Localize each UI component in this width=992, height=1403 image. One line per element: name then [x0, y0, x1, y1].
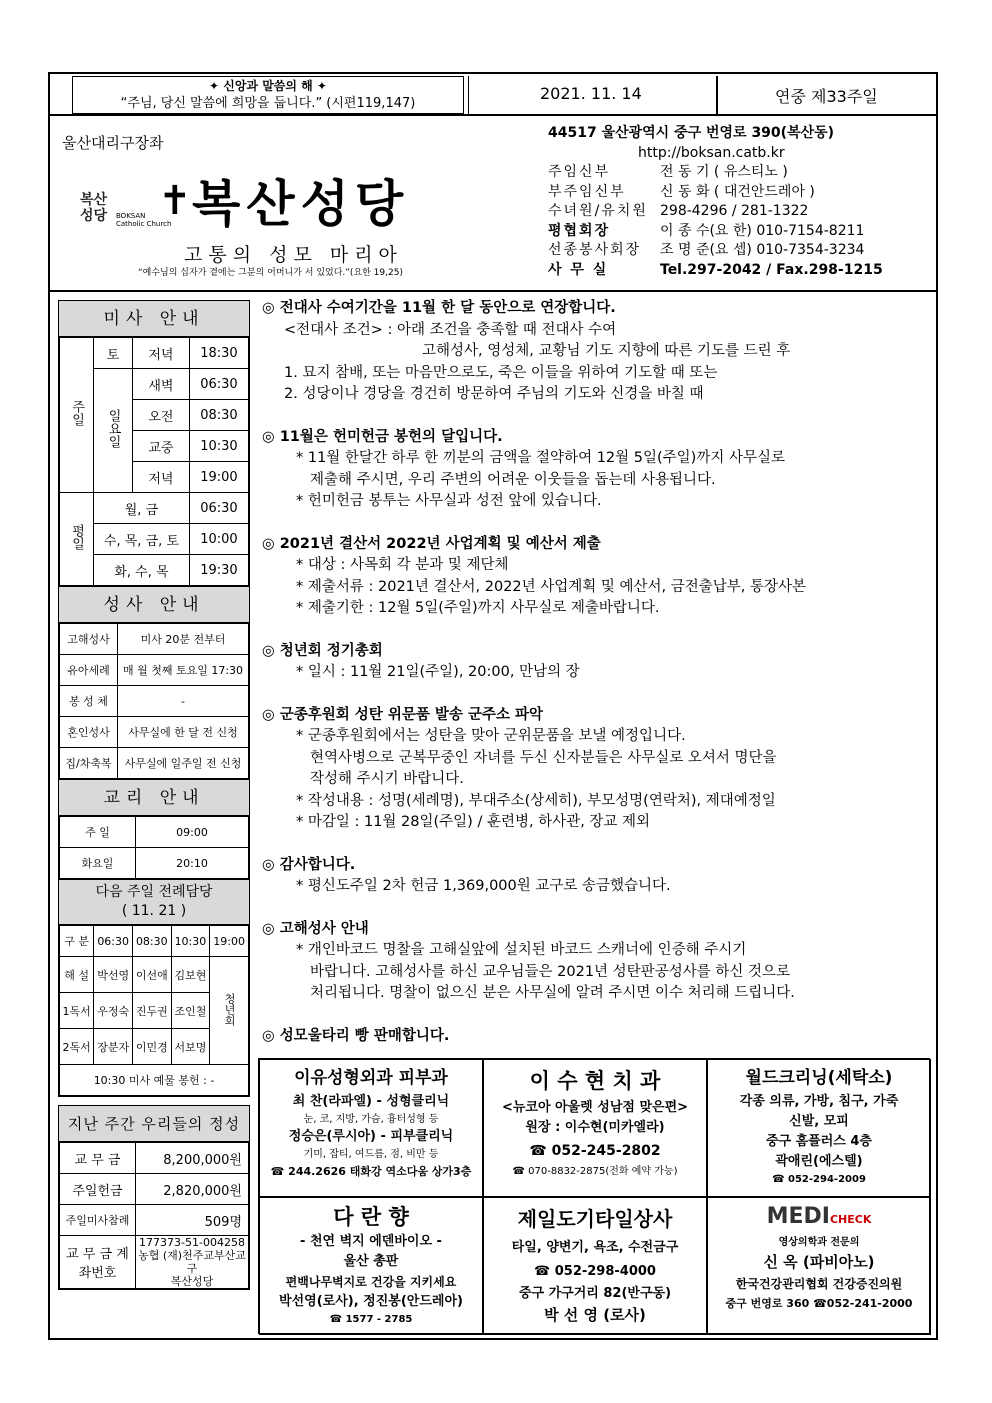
table-row — [60, 1065, 249, 1096]
notice-line: * 군종후원회에서는 성탄을 맞아 군위문품을 보낼 예정입니다. — [296, 728, 686, 744]
logo-text-sub: CHECK — [829, 1213, 872, 1226]
weekday-label — [60, 493, 94, 586]
liturgy-title-block — [59, 880, 249, 925]
mass-name: 교중 — [133, 431, 190, 462]
liturgy-role: 해 설 — [60, 957, 94, 993]
sacrament-value: 사무실에 한 달 전 신청 — [118, 717, 249, 748]
ad-line: 편백나무벽지로 건강을 지키세요 — [285, 1275, 457, 1289]
table-row — [60, 926, 249, 957]
sacrament-key: 혼인성사 — [60, 717, 118, 748]
ad-name: 이유성형외과 피부과 — [294, 1068, 448, 1088]
address-text: 44517 울산광역시 중구 번영로 390(복산동) — [548, 125, 835, 141]
notice-line: 1. 묘지 참배, 또는 마음만으로도, 죽은 이들을 위하여 기도할 때 또는 — [284, 364, 718, 381]
doctrine-table — [59, 816, 249, 879]
notice-item — [262, 855, 930, 898]
table-row — [60, 624, 249, 655]
account-key: 교 무 금 계좌번호 — [60, 1236, 136, 1289]
mass-schedule-table — [59, 337, 249, 586]
info-key: 평협회장 — [548, 222, 611, 239]
ad-line: 박 선 영 (로사) — [544, 1306, 646, 1324]
logo-small-line1: 복산 — [80, 192, 108, 208]
offering-value: 2,820,000원 — [136, 1174, 249, 1205]
ad-line: ☎ 052-245-2802 — [529, 1143, 661, 1159]
logo-eng-line2: Catholic Church — [116, 220, 172, 228]
ad-line: ☎ 052-294-2009 — [772, 1174, 866, 1185]
notice-line: 바랍니다. 고해성사를 하신 교우님들은 2021년 성탄판공성사를 하신 것으로 — [310, 963, 790, 980]
table-row — [60, 817, 249, 848]
sunday-label — [60, 338, 94, 493]
ad-line: 신발, 모피 — [789, 1114, 849, 1129]
diocese-label: 울산대리구장좌 — [62, 134, 164, 152]
mass-name: 저녁 — [133, 462, 190, 493]
ad-line: ☎ 070-8832-2875(전화 예약 가능) — [512, 1166, 678, 1177]
ad-dental — [483, 1059, 707, 1197]
notice-line: 현역사병으로 군복무중인 자녀를 두신 신자분들은 사무실로 오셔서 명단을 — [310, 749, 777, 766]
medicheck-logo — [708, 1202, 930, 1235]
sacrament-key: 유아세례 — [60, 655, 118, 686]
sidebar — [58, 300, 250, 1290]
ad-line: 울산 총판 — [343, 1254, 399, 1269]
mass-time: 19:30 — [189, 555, 248, 586]
ad-line: <뉴코아 아울렛 성남점 맞은편> — [501, 1100, 689, 1115]
notice-item — [262, 298, 930, 406]
ads-grid — [258, 1058, 930, 1334]
slogan-title: ✦ 신앙과 말씀의 해 ✦ — [209, 79, 327, 93]
notice-title: ◎ 성모울타리 빵 판매합니다. — [262, 1027, 450, 1044]
notice-line: 처리됩니다. 명찰이 없으신 분은 사무실에 알려 주시면 이수 처리해 드립니다. — [310, 985, 795, 1001]
account-bank: 농협 (재)천주교부산교구 — [138, 1249, 246, 1275]
doctrine-key: 주 일 — [60, 817, 136, 848]
notice-item — [262, 427, 930, 513]
ad-line: 한국건강관리협회 건강증진의원 — [735, 1277, 903, 1291]
slogan-box — [72, 76, 464, 114]
liturgy-person: 장분자 — [94, 1029, 133, 1065]
ad-name: 다 란 향 — [333, 1205, 409, 1229]
info-row — [548, 261, 928, 281]
doctrine-key: 화요일 — [60, 848, 136, 879]
liturgy-person: 이민경 — [132, 1029, 171, 1065]
notice-line: * 마감일 : 11월 28일(주일) / 훈련병, 하사관, 장교 제외 — [296, 814, 651, 830]
table-row — [60, 1143, 249, 1174]
cross-icon: ✝ — [158, 178, 192, 224]
table-row — [60, 686, 249, 717]
logo-eng-line1: BOKSAN — [116, 212, 146, 220]
offering-key: 주일미사참례 — [60, 1205, 136, 1236]
notice-line: <전대사 조건> : 아래 조건을 충족할 때 전대사 수여 — [284, 321, 617, 338]
ad-line: 원장 : 이수현(미카엘라) — [525, 1120, 665, 1135]
sunday-sub-text: 일요일 — [105, 409, 121, 448]
ad-wallpaper — [259, 1197, 483, 1335]
liturgy-person: 진두권 — [132, 993, 171, 1029]
offering-table — [59, 1142, 249, 1289]
mass-time: 10:00 — [189, 524, 248, 555]
account-value — [136, 1236, 249, 1289]
ad-line: ☎ 052-298-4000 — [534, 1264, 656, 1279]
ad-line: 신 옥 (파비아노) — [763, 1253, 875, 1271]
liturgy-head: 19:00 — [210, 926, 249, 957]
sacrament-value: 사무실에 일주일 전 신청 — [118, 748, 249, 779]
mass-time: 06:30 — [189, 493, 248, 524]
sacrament-value: 매 월 첫째 토요일 17:30 — [118, 655, 249, 686]
offering-value: 509명 — [136, 1205, 249, 1236]
notice-line: 고해성사, 영성체, 교황님 기도 지향에 따른 기도를 드린 후 — [422, 343, 791, 359]
sacrament-value: 미사 20분 전부터 — [118, 624, 249, 655]
mass-time: 10:30 — [189, 431, 248, 462]
doctrine-value: 20:10 — [136, 848, 249, 879]
info-key: 수녀원/유치원 — [548, 203, 648, 219]
notice-title: ◎ 고해성사 안내 — [262, 920, 369, 937]
notice-line: 2. 성당이나 경당을 경건히 방문하여 주님의 기도와 신경을 바칠 때 — [284, 386, 704, 402]
table-row — [60, 338, 249, 369]
info-row — [548, 222, 928, 242]
info-value: 조 명 준(요 셉) 010-7354-3234 — [660, 242, 865, 258]
youth-label: 청년회 — [223, 992, 237, 1026]
ad-medicheck — [707, 1197, 931, 1335]
mass-schedule-title: 미사 안내 — [59, 301, 249, 337]
info-value: Tel.297-2042 / Fax.298-1215 — [660, 261, 883, 278]
liturgy-note: 10:30 미사 예물 봉헌 : - — [60, 1065, 249, 1096]
liturgy-person: 박선영 — [94, 957, 133, 993]
ad-line: 최 찬(라파엘) - 성형클리닉 — [292, 1094, 450, 1109]
sacrament-key: 봉 성 체 — [60, 686, 118, 717]
info-key: 선종봉사회장 — [548, 242, 642, 258]
church-info — [548, 124, 928, 280]
table-row — [60, 1174, 249, 1205]
table-row — [60, 1236, 249, 1289]
ad-line: 타일, 양변기, 욕조, 수전금구 — [511, 1240, 679, 1255]
mass-name: 저녁 — [133, 338, 190, 369]
liturgical-week: 연중 제33주일 — [775, 87, 878, 106]
date-divider — [716, 76, 718, 114]
doctrine-box — [58, 780, 250, 880]
ad-line: 눈, 코, 지방, 가슴, 흉터성형 등 — [303, 1114, 439, 1125]
weekday-label-text: 평일 — [69, 524, 84, 550]
info-value: 이 종 수(요 한) 010-7154-8211 — [660, 222, 865, 239]
info-value: 전 동 기 ( 유스티노 ) — [660, 164, 788, 180]
ad-tile — [483, 1197, 707, 1335]
notice-title: ◎ 청년회 정기총회 — [262, 642, 383, 659]
table-row — [60, 848, 249, 879]
table-row — [60, 655, 249, 686]
mass-name: 오전 — [133, 400, 190, 431]
liturgy-role: 2독서 — [60, 1029, 94, 1065]
mass-time: 19:00 — [189, 462, 248, 493]
mass-day: 토 — [94, 338, 133, 369]
notice-item — [262, 641, 930, 684]
liturgy-person: 조인철 — [171, 993, 210, 1029]
sacrament-value: - — [118, 686, 249, 717]
notice-line: * 제출기한 : 12월 5일(주일)까지 사무실로 제출바랍니다. — [296, 600, 660, 616]
info-key: 사 무 실 — [548, 261, 609, 278]
ad-laundry — [707, 1059, 931, 1197]
notice-line: * 평신도주일 2차 헌금 1,369,000원 교구로 송금했습니다. — [296, 878, 671, 894]
mass-day: 월, 금 — [94, 493, 190, 524]
notice-title: ◎ 전대사 수여기간을 11월 한 달 동안으로 연장합니다. — [262, 300, 616, 316]
offering-key: 주일헌금 — [60, 1174, 136, 1205]
notice-line: * 작성내용 : 성명(세례명), 부대주소(상세히), 부모성명(연락처), 제대예정일 — [296, 792, 776, 809]
notice-line: 작성해 주시기 바랍니다. — [310, 771, 464, 787]
mass-day: 화, 수, 목 — [94, 555, 190, 586]
info-row — [548, 183, 928, 203]
mass-time: 06:30 — [189, 369, 248, 400]
issue-date: 2021. 11. 14 — [540, 84, 642, 103]
mass-name: 새벽 — [133, 369, 190, 400]
ad-line: 중구 가구거리 82(반구동) — [518, 1286, 672, 1301]
ad-name: 제일도기타일상사 — [517, 1207, 673, 1231]
liturgy-head: 10:30 — [171, 926, 210, 957]
address — [548, 124, 928, 144]
notice-line: * 개인바코드 명찰을 고해실앞에 설치된 바코드 스캐너에 인증해 주시기 — [296, 942, 747, 958]
info-value: 신 동 화 ( 대건안드레아 ) — [660, 183, 815, 200]
offering-value: 8,200,000원 — [136, 1143, 249, 1174]
table-row — [60, 748, 249, 779]
doctrine-value: 09:00 — [136, 817, 249, 848]
mass-day: 수, 목, 금, 토 — [94, 524, 190, 555]
patron-saint: 고통의 성모 마리아 — [184, 244, 403, 266]
ad-line: 영상의학과 전문의 — [778, 1237, 860, 1248]
info-row — [548, 202, 928, 222]
offering-box — [58, 1105, 250, 1290]
ad-name: 이 수 현 치 과 — [529, 1069, 661, 1093]
notice-item — [262, 919, 930, 1005]
account-holder: 복산성당 — [170, 1275, 214, 1288]
sacrament-box — [58, 587, 250, 780]
ad-line: 정승은(루시아) - 피부클리닉 — [288, 1129, 454, 1144]
notice-title: ◎ 2021년 결산서 2022년 사업계획 및 예산서 제출 — [262, 535, 601, 552]
info-row — [548, 163, 928, 183]
notice-line: * 일시 : 11월 21일(주일), 20:00, 만남의 장 — [296, 664, 580, 680]
website — [548, 144, 928, 164]
ad-line: 각종 의류, 가방, 침구, 가죽 — [739, 1094, 899, 1109]
logo-small-text — [80, 192, 107, 224]
website-url[interactable]: http://boksan.catb.kr — [638, 144, 785, 161]
ad-line: 기미, 잡티, 여드름, 점, 비만 등 — [303, 1149, 439, 1160]
ad-line: 중구 번영로 360 ☎052-241-2000 — [725, 1297, 913, 1310]
sacrament-key: 집/차축복 — [60, 748, 118, 779]
liturgy-head: 08:30 — [132, 926, 171, 957]
doctrine-title: 교리 안내 — [59, 780, 249, 816]
logo-small-line2: 성당 — [80, 208, 108, 224]
ad-line: - 천연 벽지 에덴바이오 - — [300, 1234, 442, 1249]
table-row — [60, 957, 249, 993]
ad-line: 곽애린(에스텔) — [775, 1154, 863, 1169]
mass-time: 18:30 — [189, 338, 248, 369]
ad-line: 박선영(로사), 정진봉(안드레아) — [279, 1294, 463, 1309]
liturgy-head: 06:30 — [94, 926, 133, 957]
info-row — [548, 241, 928, 261]
ad-name: 월드크리닝(세탁소) — [745, 1068, 893, 1088]
sunday-label-text: 주일 — [69, 400, 84, 426]
logo-text-main: MEDI — [766, 1204, 830, 1229]
notice-item — [262, 1026, 930, 1048]
table-row — [60, 493, 249, 524]
liturgy-date: ( 11. 21 ) — [121, 903, 187, 919]
sunday-sub-label — [94, 369, 133, 493]
info-value: 298-4296 / 281-1322 — [660, 203, 809, 219]
notice-line: * 헌미헌금 봉투는 사무실과 성전 앞에 있습니다. — [296, 493, 602, 509]
liturgy-person: 김보현 — [171, 957, 210, 993]
liturgy-role: 1독서 — [60, 993, 94, 1029]
liturgy-person: 서보명 — [171, 1029, 210, 1065]
account-number: 177373-51-004258 — [139, 1236, 245, 1249]
notice-line: * 대상 : 사목회 각 분과 및 제단체 — [296, 557, 509, 573]
ad-clinic — [259, 1059, 483, 1197]
offering-title: 지난 주간 우리들의 정성 — [59, 1106, 249, 1142]
liturgy-head: 구 분 — [60, 926, 94, 957]
info-key: 부주임신부 — [548, 183, 626, 200]
youth-cell — [210, 957, 249, 1065]
info-key: 주임신부 — [548, 164, 611, 180]
notice-item — [262, 534, 930, 620]
notice-line: * 11월 한달간 하루 한 끼분의 금액을 절약하여 12월 5일(주일)까지 사무실로 — [296, 450, 785, 466]
notice-title: ◎ 군종후원회 성탄 위문품 발송 군주소 파악 — [262, 706, 544, 723]
slogan-text: “주님, 당신 말씀에 희망을 둡니다.” (시편119,147) — [120, 96, 416, 111]
offering-key: 교 무 금 — [60, 1143, 136, 1174]
mass-time: 08:30 — [189, 400, 248, 431]
header-divider — [50, 290, 936, 292]
church-name: 복산성당 — [192, 175, 410, 233]
liturgy-person: 이선애 — [132, 957, 171, 993]
notices — [262, 298, 930, 1047]
table-row — [60, 717, 249, 748]
notice-line: * 제출서류 : 2021년 결산서, 2022년 사업계획 및 예산서, 금전출납부, 통장사본 — [296, 578, 807, 595]
notice-title: ◎ 11월은 헌미헌금 봉헌의 달입니다. — [262, 428, 503, 445]
liturgy-table — [59, 925, 249, 1096]
notice-item — [262, 705, 930, 834]
notice-line: 제출해 주시면, 우리 주변의 어려운 이웃들을 돕는데 사용됩니다. — [310, 471, 716, 488]
sacrament-title: 성사 안내 — [59, 587, 249, 623]
ad-line: ☎ 1577 - 2785 — [329, 1314, 413, 1325]
liturgy-box — [58, 880, 250, 1097]
table-row — [60, 1205, 249, 1236]
mass-schedule-box — [58, 300, 250, 587]
notice-title: ◎ 감사합니다. — [262, 856, 356, 873]
ad-line: ☎ 244.2626 태화강 역소다움 상가3층 — [270, 1165, 472, 1178]
sacrament-key: 고해성사 — [60, 624, 118, 655]
liturgy-title: 다음 주일 전례담당 — [95, 884, 213, 900]
liturgy-person: 우정숙 — [94, 993, 133, 1029]
sacrament-table — [59, 623, 249, 779]
ad-line: 중구 홈플러스 4층 — [765, 1134, 872, 1149]
scripture-verse: “예수님의 십자가 곁에는 그분의 어머니가 서 있었다.”(요한 19,25) — [138, 268, 403, 278]
